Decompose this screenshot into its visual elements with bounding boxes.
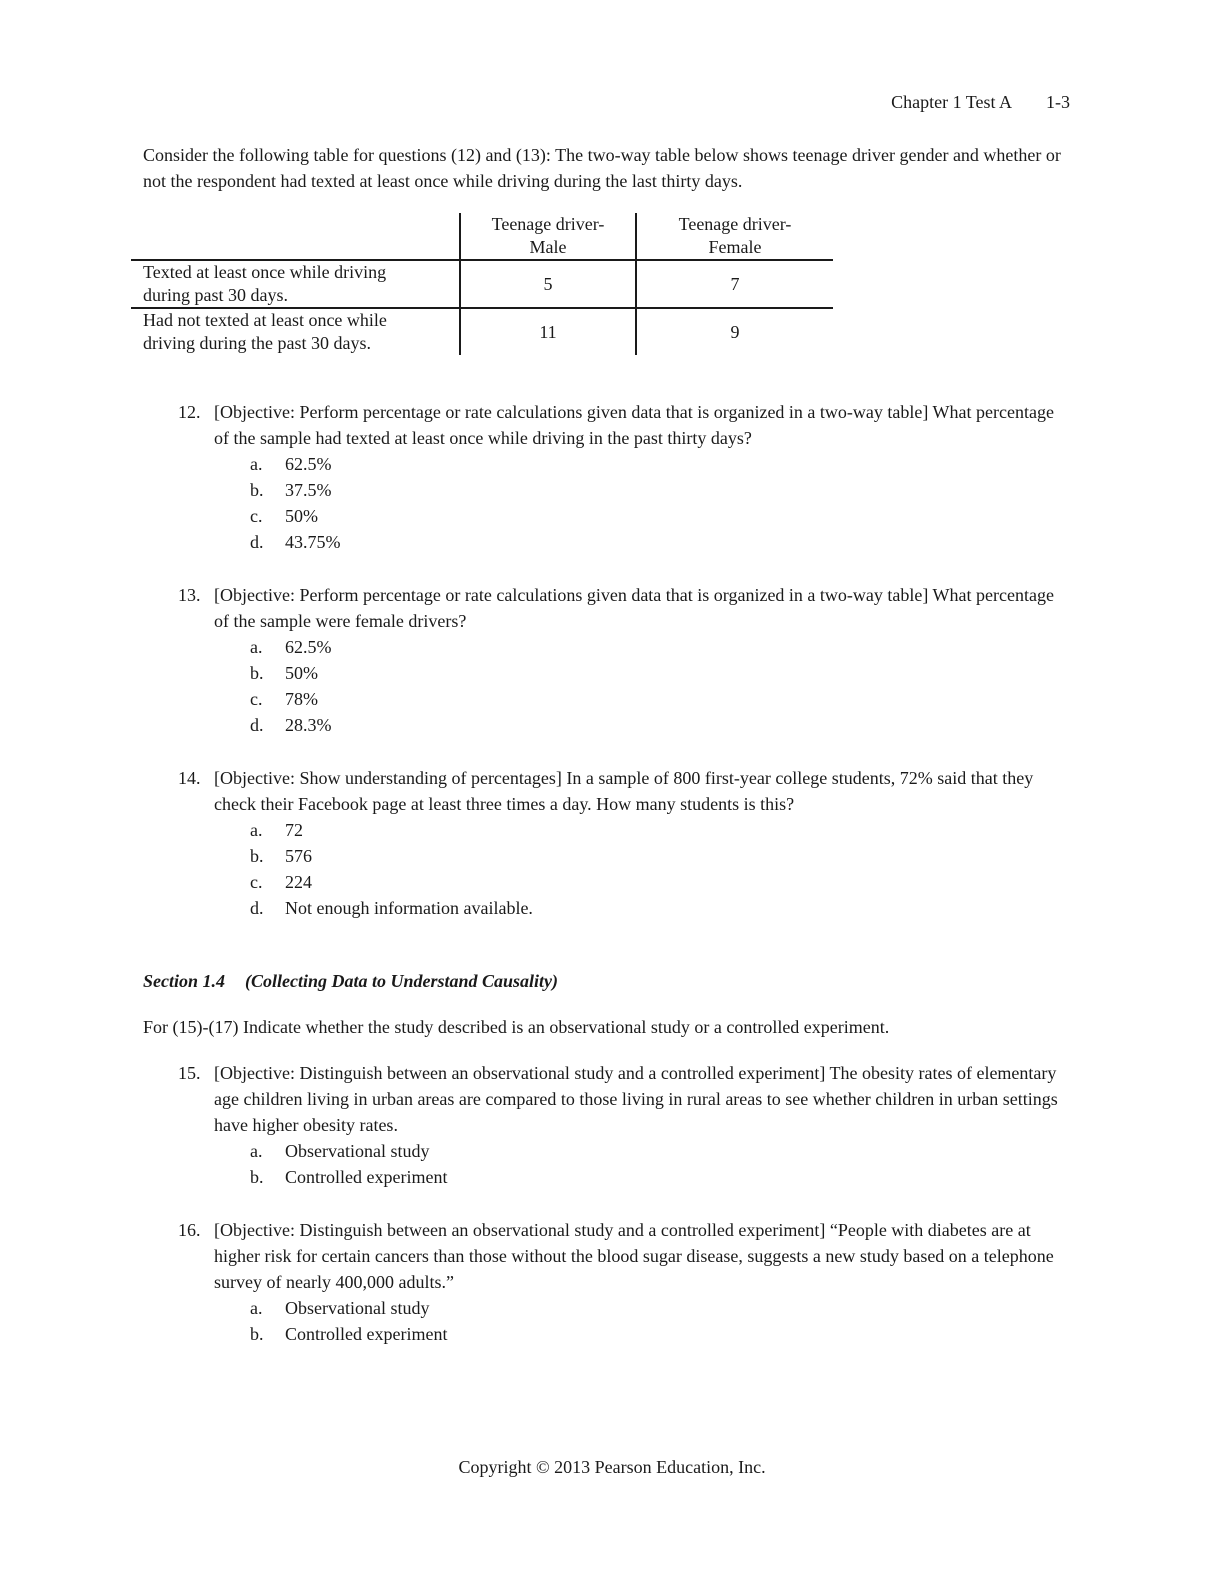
page-header [891, 89, 1070, 115]
answer-choice[interactable]: b. 50% [250, 663, 318, 683]
answer-choice[interactable]: d. 28.3% [250, 715, 332, 735]
answer-choice[interactable]: a. Observational study [250, 1141, 430, 1161]
answer-choice[interactable]: c. 50% [250, 506, 318, 526]
table-corner-cell [131, 213, 460, 260]
answer-choice[interactable]: c. 78% [250, 689, 318, 709]
section-label: Section 1.4 [143, 971, 226, 991]
copyright-footer: Copyright © 2013 Pearson Education, Inc. [458, 1457, 766, 1477]
section-instruction: For (15)-(17) Indicate whether the study described is an observational study or a controlled experiment. [143, 1017, 890, 1037]
answer-choice[interactable]: b. 37.5% [250, 480, 332, 500]
table-header-male: Teenage driver- Male [460, 213, 636, 260]
question-text: [Objective: Distinguish between an observational study and a controlled experiment] The obesity rates of elementary age children living in urban areas are compared to those living in rural areas to see whether children in urban settings have higher obesity rates. [214, 1063, 1058, 1135]
question-text: [Objective: Distinguish between an observational study and a controlled experiment] “People with diabetes are at higher risk for certain cancers than those without the blood sugar disease, suggests a new study based on a telephone survey of nearly 400,000 adults.” [214, 1220, 1054, 1292]
answer-choice[interactable]: b. 576 [250, 846, 312, 866]
question-number: 15. [178, 1063, 201, 1083]
table-row-label: Had not texted at least once while driving during the past 30 days. [143, 310, 387, 353]
table-cell-female: 7 [636, 260, 833, 308]
answer-choice[interactable]: a. Observational study [250, 1298, 430, 1318]
answer-choice[interactable]: b. Controlled experiment [250, 1324, 448, 1344]
answer-choice[interactable]: a. 72 [250, 820, 303, 840]
question-16 [178, 1217, 1073, 1347]
table-cell-male: 5 [460, 260, 636, 308]
answer-choice[interactable]: d. Not enough information available. [250, 898, 533, 918]
header-title: Chapter 1 Test A [891, 92, 1012, 112]
question-13 [178, 582, 1073, 738]
question-12 [178, 399, 1073, 555]
table-row [131, 308, 833, 355]
answer-choice[interactable]: d. 43.75% [250, 532, 341, 552]
answer-choices [250, 634, 1073, 738]
question-15 [178, 1060, 1073, 1190]
question-text: [Objective: Perform percentage or rate calculations given data that is organized in a two-way table] What percentage of the sample were female drivers? [214, 585, 1054, 631]
page-number: 1-3 [1046, 92, 1070, 112]
question-number: 14. [178, 768, 201, 788]
table-row-label: Texted at least once while driving during past 30 days. [131, 260, 460, 308]
question-number: 12. [178, 402, 201, 422]
table-cell-female: 9 [636, 308, 833, 355]
question-text: [Objective: Show understanding of percentages] In a sample of 800 first-year college students, 72% said that they check their Facebook page at least three times a day. How many students is this? [214, 768, 1034, 814]
question-14 [178, 765, 1073, 921]
question-text: [Objective: Perform percentage or rate calculations given data that is organized in a two-way table] What percentage of the sample had texted at least once while driving in the past thirty days? [214, 402, 1054, 448]
table-row [131, 260, 833, 308]
answer-choices [250, 1295, 1073, 1347]
question-number: 13. [178, 585, 201, 605]
table-cell-male: 11 [460, 308, 636, 355]
answer-choice[interactable]: c. 224 [250, 872, 312, 892]
table-header-row [131, 213, 833, 260]
answer-choices [250, 451, 1073, 555]
answer-choice[interactable]: b. Controlled experiment [250, 1167, 448, 1187]
answer-choice[interactable]: a. 62.5% [250, 637, 332, 657]
section-title: (Collecting Data to Understand Causality) [245, 971, 559, 991]
table-header-female: Teenage driver- Female [636, 213, 833, 260]
answer-choices [250, 1138, 1073, 1190]
question-number: 16. [178, 1220, 201, 1240]
intro-paragraph: Consider the following table for questions (12) and (13): The two-way table below shows teenage driver gender and whether or not the respondent had texted at least once while driving during the last thirty days. [143, 145, 1061, 191]
section-heading [143, 968, 558, 994]
answer-choices [250, 817, 1073, 921]
two-way-table [131, 213, 833, 355]
answer-choice[interactable]: a. 62.5% [250, 454, 332, 474]
